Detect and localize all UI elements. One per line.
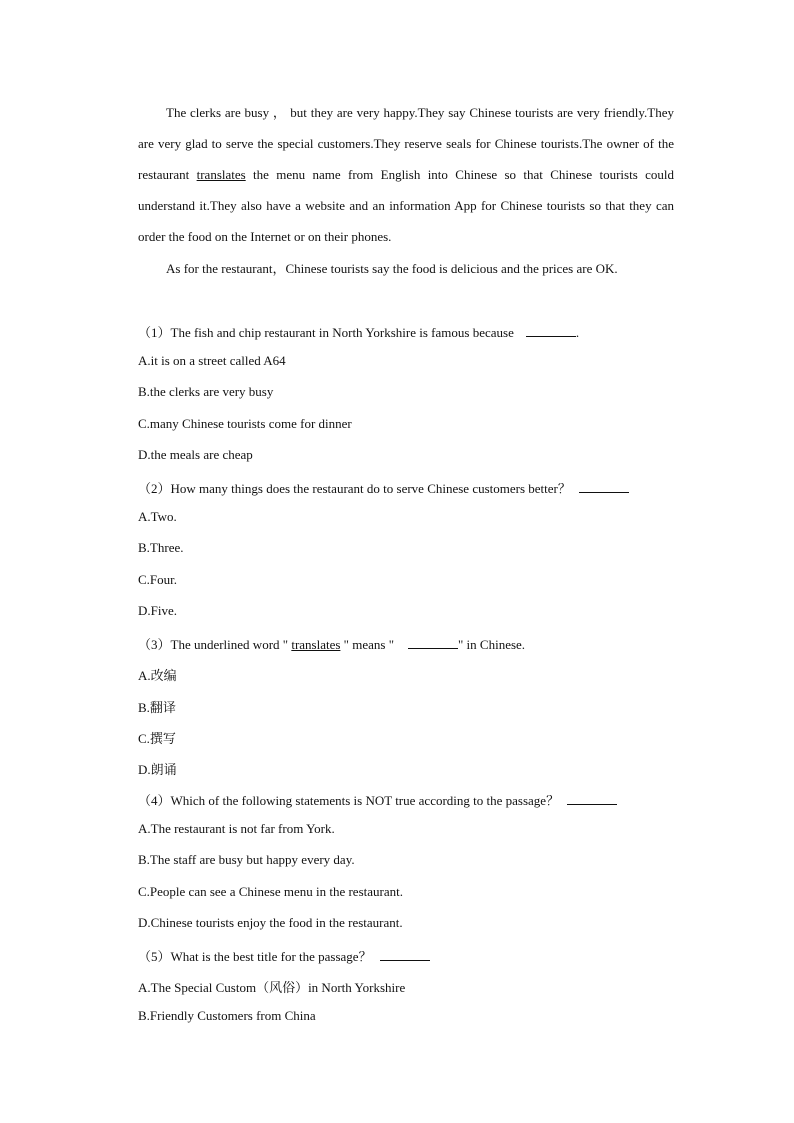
question-4-option-d: D.Chinese tourists enjoy the food in the restaurant.: [138, 915, 403, 930]
question-4-option-b: B.The staff are busy but happy every day.: [138, 852, 355, 867]
question-1-option-b: B.the clerks are very busy: [138, 384, 274, 399]
question-1-option-d: D.the meals are cheap: [138, 447, 253, 462]
answer-blank: [526, 325, 576, 337]
question-2-option-a: A.Two.: [138, 509, 177, 524]
question-2-option-d: D.Five.: [138, 603, 177, 618]
question-2-option-c: C.Four.: [138, 572, 178, 587]
question-5-option-a: A.The Special Custom（风俗）in North Yorkshire: [138, 980, 406, 995]
question-3-option-a: A.改编: [138, 668, 177, 683]
paragraph-text: the menu name from English into Chinese so that Chinese tourists could understand it.They also have a website and an information App for Chinese tourists so that they can order the food on the Internet or on their phones.: [138, 167, 674, 244]
underlined-word-translates: translates: [196, 167, 246, 182]
question-1-stem: （1）The fish and chip restaurant in North Yorkshire is famous because .: [138, 325, 580, 340]
question-1-option-a: A.it is on a street called A64: [138, 353, 286, 368]
question-3-option-b: B.翻译: [138, 700, 176, 715]
underlined-word-translates: translates: [291, 637, 341, 652]
question-5-option-b: B.Friendly Customers from China: [138, 1008, 316, 1023]
question-4-option-c: C.People can see a Chinese menu in the restaurant.: [138, 884, 403, 899]
answer-blank: [579, 481, 629, 493]
answer-blank: [380, 949, 430, 961]
paragraph-text: The clerks are busy ， but they are very happy.They say Chinese tourists are very friendly.They are very glad to serve the special customers.They reserve seals for Chinese tourists.The owner of the restaurant: [138, 105, 674, 182]
question-2-stem: （2）How many things does the restaurant do to serve Chinese customers better？: [138, 478, 629, 497]
question-3-option-c: C.撰写: [138, 731, 176, 746]
question-4-option-a: A.The restaurant is not far from York.: [138, 821, 335, 836]
passage-paragraph-2: [138, 253, 674, 284]
passage-paragraph-1: [138, 97, 674, 252]
paragraph-text: As for the restaurant，Chinese tourists say the food is delicious and the prices are OK.: [166, 261, 618, 276]
question-3-option-d: D.朗诵: [138, 762, 177, 777]
question-4-stem: （4）Which of the following statements is NOT true according to the passage？: [138, 790, 617, 809]
question-5-stem: （5）What is the best title for the passage？: [138, 946, 430, 965]
question-2-option-b: B.Three.: [138, 540, 184, 555]
answer-blank: [408, 637, 458, 649]
answer-blank: [567, 793, 617, 805]
question-1-option-c: C.many Chinese tourists come for dinner: [138, 416, 352, 431]
question-3-stem: （3）The underlined word " translates " means " " in Chinese.: [138, 637, 526, 652]
